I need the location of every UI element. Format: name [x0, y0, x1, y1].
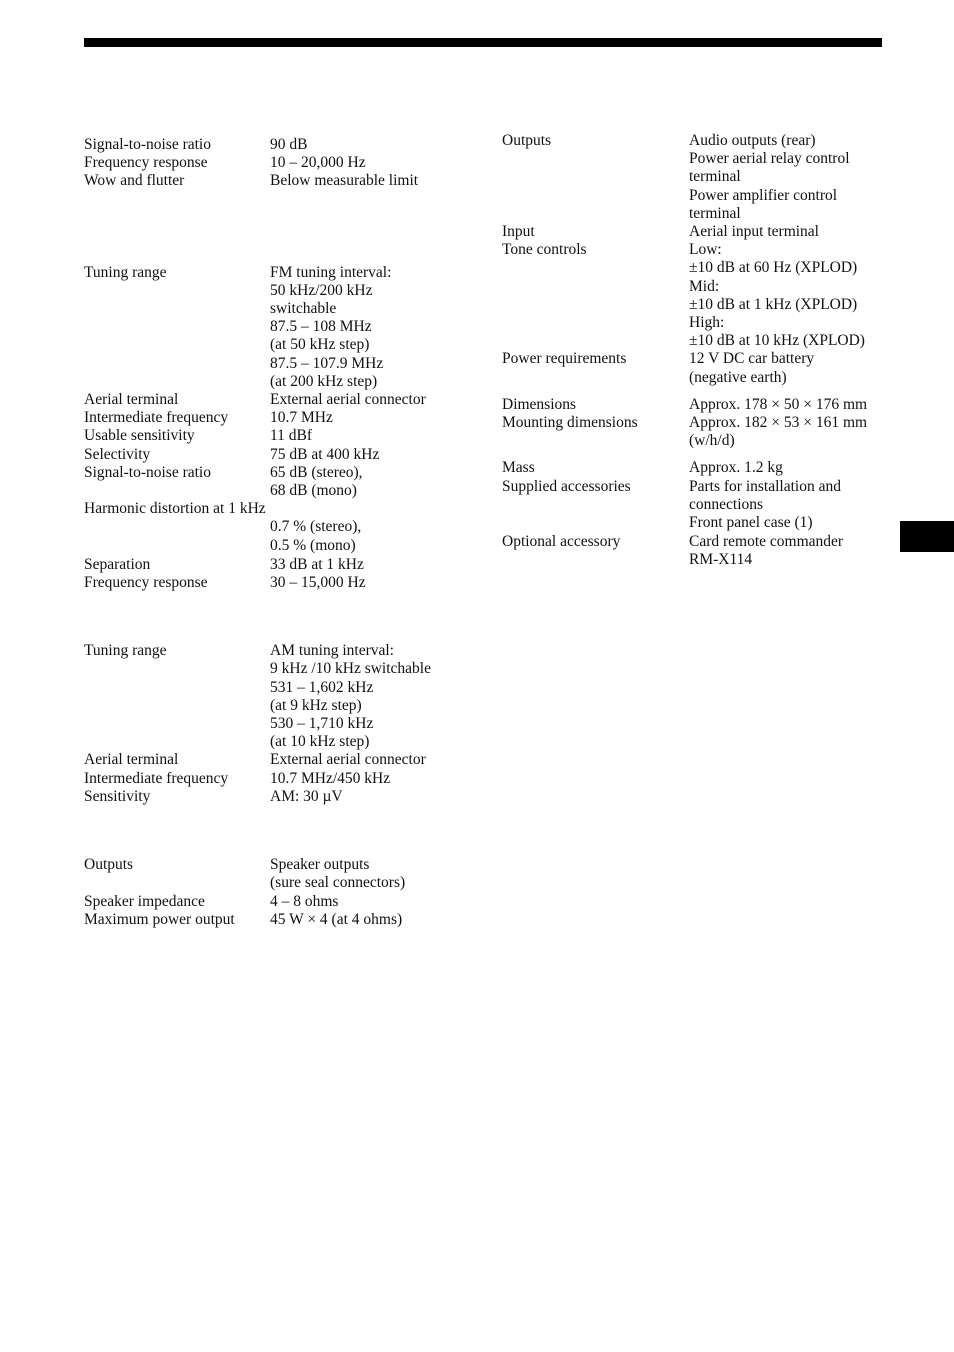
fm-harmonic-row [84, 518, 484, 554]
spec-value-line: ±10 dB at 1 kHz (XPLOD) [689, 295, 858, 313]
spec-row [84, 556, 484, 574]
spec-value-line: 10.7 MHz [270, 409, 333, 427]
spec-value-line: AM: 30 µV [270, 787, 343, 805]
spec-row [84, 788, 484, 806]
spec-value-line: AM tuning interval: [270, 642, 394, 660]
spec-value-line: Low: [689, 241, 722, 259]
spec-value-line: 10 – 20,000 Hz [270, 154, 366, 172]
spec-label: Power requirements [502, 350, 627, 368]
spec-value-line: 10.7 MHz/450 kHz [270, 769, 391, 787]
spec-label: Signal-to-noise ratio [84, 463, 211, 481]
general-specs [502, 132, 902, 570]
fm-tuner-specs [84, 264, 484, 501]
spec-value [689, 414, 902, 450]
spec-value-line: 531 – 1,602 kHz [270, 678, 374, 696]
spec-value-line: 30 – 15,000 Hz [270, 574, 366, 592]
spec-value-line: Mid: [689, 277, 720, 295]
fm-harmonic-value: 0.7 % (stereo), [270, 518, 362, 536]
spec-label: Usable sensitivity [84, 427, 195, 445]
spec-value [270, 136, 484, 154]
spec-label: Mounting dimensions [502, 414, 638, 432]
spec-label: Wow and flutter [84, 172, 185, 190]
spec-value [270, 893, 484, 911]
spec-value-line: Power aerial relay control [689, 150, 850, 168]
spec-value-line: FM tuning interval: [270, 263, 392, 281]
spec-row [502, 396, 902, 414]
spec-value-line: 12 V DC car battery [689, 350, 815, 368]
spec-row [84, 911, 484, 929]
spec-value-line: 65 dB (stereo), [270, 463, 363, 481]
spec-value-line: terminal [689, 168, 741, 186]
spec-value [689, 132, 902, 223]
amplifier-specs [84, 856, 484, 929]
spec-row [502, 414, 902, 450]
spec-row [84, 751, 484, 769]
spec-value-line: 9 kHz /10 kHz switchable [270, 660, 431, 678]
spec-value-line: Aerial input terminal [689, 223, 819, 241]
spec-value-line: High: [689, 314, 725, 332]
spec-value-line: ±10 dB at 10 kHz (XPLOD) [689, 332, 865, 350]
spec-label: Dimensions [502, 395, 577, 413]
spec-value-line: Approx. 182 × 53 × 161 mm [689, 414, 868, 432]
spec-value [689, 478, 902, 533]
spec-value-line: External aerial connector [270, 391, 426, 409]
spec-label: Aerial terminal [84, 391, 179, 409]
spec-label: Maximum power output [84, 910, 235, 928]
spec-value [689, 459, 902, 477]
spec-value-line: 50 kHz/200 kHz [270, 281, 373, 299]
spec-row [502, 223, 902, 241]
spec-row [84, 264, 484, 391]
spec-row [84, 154, 484, 172]
spec-value [270, 409, 484, 427]
spec-label: Intermediate frequency [84, 409, 229, 427]
left-column [84, 136, 484, 929]
spec-label: Mass [502, 459, 535, 477]
header-rule [84, 38, 882, 47]
spec-value-line: 33 dB at 1 kHz [270, 555, 364, 573]
spec-row [84, 770, 484, 788]
spec-value-line: External aerial connector [270, 751, 426, 769]
spec-row [502, 132, 902, 223]
spec-value-line: connections [689, 495, 764, 513]
spec-value-line: Parts for installation and [689, 477, 841, 495]
spec-row [84, 446, 484, 464]
spec-value [270, 556, 484, 574]
spec-row [502, 478, 902, 533]
spec-value-line: Power amplifier control [689, 186, 838, 204]
spec-value-line: 45 W × 4 (at 4 ohms) [270, 910, 403, 928]
spec-value [270, 464, 484, 500]
spec-value-line: 90 dB [270, 136, 308, 153]
spec-value-line: Front panel case (1) [689, 514, 813, 532]
spec-value-line: Card remote commander [689, 533, 844, 551]
spec-value-line: 11 dBf [270, 427, 313, 445]
spec-label: Speaker impedance [84, 892, 205, 910]
spec-row [502, 459, 902, 477]
spec-row [84, 856, 484, 892]
spec-value [689, 350, 902, 386]
spec-row [502, 350, 902, 386]
right-column [502, 132, 902, 570]
spec-value [270, 446, 484, 464]
spec-value [270, 574, 484, 592]
spec-value-line: 4 – 8 ohms [270, 892, 339, 910]
spec-value [270, 642, 484, 751]
spec-label: Supplied accessories [502, 477, 631, 495]
spec-row [84, 574, 484, 592]
spec-value [689, 396, 902, 414]
spec-value-line: Audio outputs (rear) [689, 132, 816, 149]
spec-value-line: (at 10 kHz step) [270, 733, 370, 751]
spec-label: Input [502, 223, 535, 241]
spec-value [270, 427, 484, 445]
spec-row [84, 391, 484, 409]
spec-label: Outputs [84, 856, 134, 874]
spec-row [84, 136, 484, 154]
spec-value [270, 154, 484, 172]
spec-value [270, 391, 484, 409]
spec-value-line: (at 50 kHz step) [270, 336, 370, 354]
spec-value-line: 530 – 1,710 kHz [270, 715, 374, 733]
spec-row [502, 533, 902, 569]
spec-value-line: Below measurable limit [270, 172, 419, 190]
spec-value-line: switchable [270, 300, 337, 318]
spec-value-line: 75 dB at 400 kHz [270, 445, 380, 463]
fm-harmonic-label: Harmonic distortion at 1 kHz [84, 500, 266, 518]
spec-row [84, 642, 484, 751]
spec-value [270, 751, 484, 769]
spec-row [502, 241, 902, 350]
spec-value-line: terminal [689, 204, 741, 222]
spec-label: Sensitivity [84, 787, 151, 805]
spec-label: Tone controls [502, 241, 587, 259]
spec-row [84, 409, 484, 427]
spec-value [270, 264, 484, 391]
spec-label: Separation [84, 555, 151, 573]
spec-value-line: (negative earth) [689, 368, 787, 386]
spec-value-line: (sure seal connectors) [270, 874, 406, 892]
spec-row [84, 172, 484, 190]
spec-label: Optional accessory [502, 533, 621, 551]
spec-value-line: 68 dB (mono) [270, 482, 357, 500]
fm-tail-specs [84, 556, 484, 592]
spec-value [270, 911, 484, 929]
spec-label: Selectivity [84, 445, 151, 463]
spec-value-line: RM-X114 [689, 551, 753, 569]
spec-value-line: 87.5 – 108 MHz [270, 318, 372, 336]
am-tuner-specs [84, 642, 484, 806]
spec-label: Frequency response [84, 154, 208, 172]
spec-value-line: (w/h/d) [689, 432, 735, 450]
spec-label: Aerial terminal [84, 751, 179, 769]
spec-value [270, 788, 484, 806]
spec-label: Tuning range [84, 263, 167, 281]
spec-value-line: (at 200 kHz step) [270, 372, 378, 390]
spec-label: Signal-to-noise ratio [84, 136, 211, 153]
spec-row [84, 464, 484, 500]
spec-value [689, 241, 902, 350]
spec-value-line: ±10 dB at 60 Hz (XPLOD) [689, 259, 858, 277]
spec-label: Intermediate frequency [84, 769, 229, 787]
spec-value [270, 856, 484, 892]
spec-label: Frequency response [84, 574, 208, 592]
spec-value [270, 172, 484, 190]
section-tab [900, 521, 954, 552]
spec-value-line: Speaker outputs [270, 856, 370, 874]
spec-value-line: (at 9 kHz step) [270, 696, 362, 714]
spec-value-line: 87.5 – 107.9 MHz [270, 354, 384, 372]
spec-value [270, 770, 484, 788]
spec-value [689, 223, 902, 241]
fm-harmonic-value: 0.5 % (mono) [270, 536, 356, 554]
spec-label: Outputs [502, 132, 552, 149]
spec-value [689, 533, 902, 569]
spec-value-line: Approx. 178 × 50 × 176 mm [689, 395, 868, 413]
cd-player-specs [84, 136, 484, 191]
spec-row [84, 893, 484, 911]
spec-row [84, 427, 484, 445]
spec-value-line: Approx. 1.2 kg [689, 459, 783, 477]
spec-label: Tuning range [84, 642, 167, 660]
